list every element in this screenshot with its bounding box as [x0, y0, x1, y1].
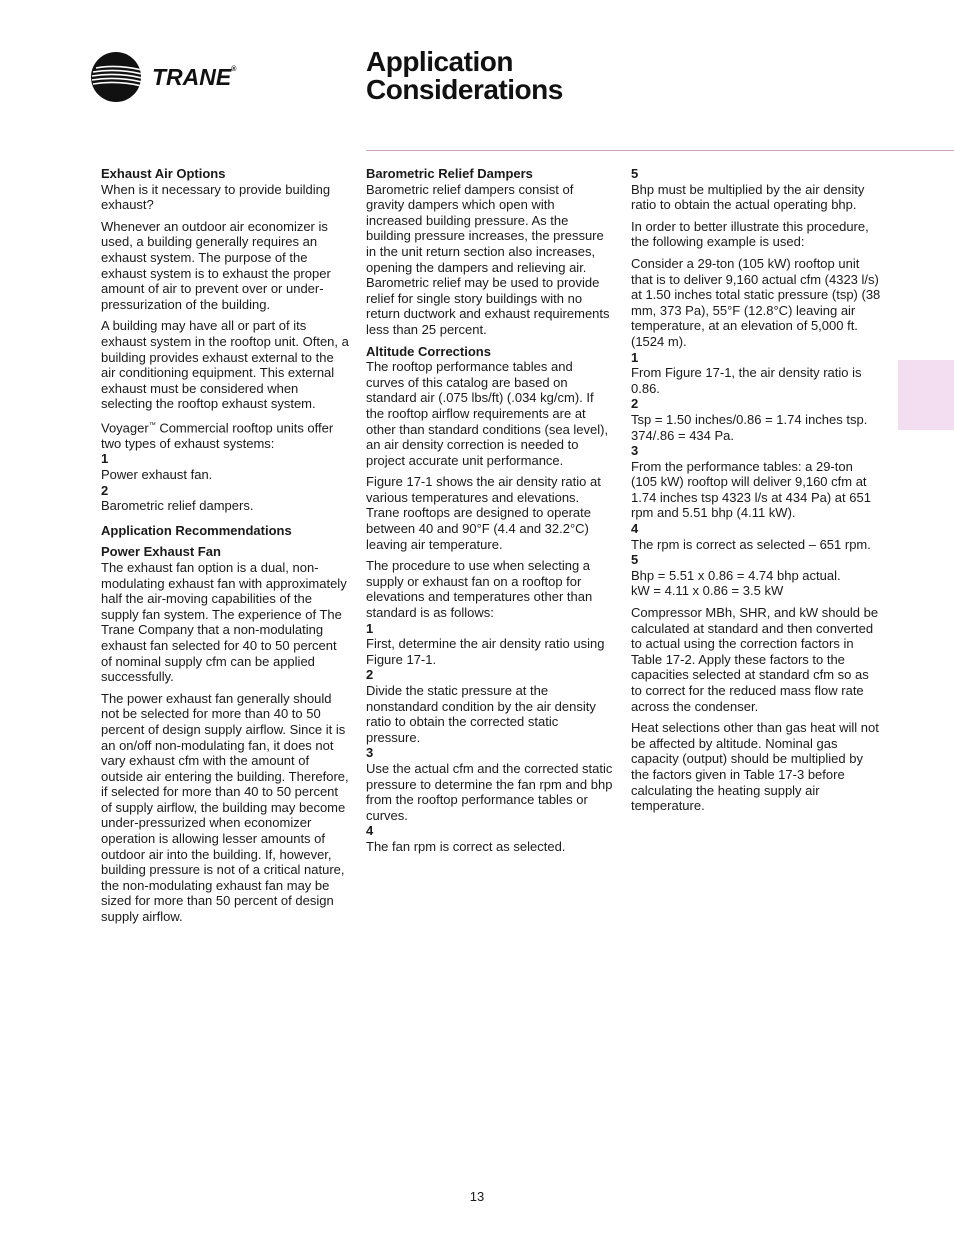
list-number: 1 [101, 451, 109, 467]
list-text: Power exhaust fan. [101, 467, 213, 483]
list-number: 2 [631, 396, 639, 412]
paragraph: The power exhaust fan generally should not be selected for more than 40 to 50 percent of design supply airflow. Since it is an on/off non-modulating fan, it does not vary exhaust cfm with the amount of outside air entering the building. Therefore, if selected for more than 40 to 50 percent of supply airflow, the building may become under-pressurized when economizer operation is allowing lesser amounts of outdoor air into the building. If, however, building pressure is not of a critical nature, the non-modulating exhaust fan may be sized for more than 50 percent of design supply airflow. [101, 690, 349, 925]
paragraph: Whenever an outdoor air economizer is used, a building generally requires an exhaust system. The purpose of the exhaust system is to exhaust the proper amount of air to prevent over or under-pressurization of the building. [101, 218, 331, 312]
list-number: 5 [631, 552, 639, 568]
title-line-1: Application [366, 46, 513, 77]
side-tab-marker [898, 360, 954, 430]
list-text: From the performance tables: a 29-ton (105 kW) rooftop will deliver 9,160 cfm at 1.74 inches tsp 4323 l/s at 434 Pa) at 651 rpm and 5.51 bhp (4.11 kW). [631, 458, 871, 521]
heading-application-recommendations: Application Recommendations [101, 522, 292, 538]
list-text: kW = 4.11 x 0.86 = 3.5 kW [631, 583, 784, 599]
list-number: 4 [631, 521, 639, 537]
trane-logo-circle-icon [90, 51, 142, 103]
paragraph: Heat selections other than gas heat will not be affected by altitude. Nominal gas capacity (output) should be multiplied by the factors given in Table 17-3 before calculating the heating supply air temperature. [631, 720, 879, 814]
paragraph-example: Consider a 29-ton (105 kW) rooftop unit that is to deliver 9,160 actual cfm (4323 l/s) at 1.50 inches total static pressure (tsp) (38 mm, 373 Pa), 55°F (12.8°C) leaving air temperature, at an elevation of 5,000 ft. (1524 m). [631, 255, 881, 349]
list-number: 1 [366, 620, 374, 636]
heading-exhaust-air-options: Exhaust Air Options [101, 166, 226, 181]
paragraph: When is it necessary to provide building exhaust? [101, 181, 331, 213]
list-number: 1 [631, 349, 639, 365]
header-rule [366, 150, 954, 151]
paragraph: A building may have all or part of its exhaust system in the rooftop unit. Often, a building provides exhaust external to the air conditioning equipment. This external exhaust must be considered when selecting the rooftop exhaust system. [101, 318, 349, 412]
trane-wordmark: TRANE® [152, 64, 237, 90]
heading-power-exhaust-fan: Power Exhaust Fan [101, 544, 221, 560]
column-1 [101, 166, 349, 931]
list-text: Bhp = 5.51 x 0.86 = 4.74 bhp actual. [631, 567, 841, 583]
list-number: 3 [366, 745, 374, 761]
list-text: Divide the static pressure at the nonstandard condition by the air density ratio to obtain the corrected static pressure. [366, 683, 596, 745]
list-text: The fan rpm is correct as selected. [366, 838, 566, 854]
list-text: From Figure 17-1, the air density ratio is 0.86. [631, 365, 862, 396]
heading-barometric-relief-dampers: Barometric Relief Dampers [366, 166, 533, 181]
paragraph: In order to better illustrate this procedure, the following example is used: [631, 218, 869, 250]
title-line-2: Considerations [366, 74, 563, 105]
list-number: 3 [631, 443, 639, 459]
list-number: 2 [366, 667, 374, 683]
list-text: Use the actual cfm and the corrected static pressure to determine the fan rpm and bhp from the rooftop performance tables or curves. [366, 760, 613, 823]
list-text: Bhp must be multiplied by the air density ratio to obtain the actual operating bhp. [631, 181, 865, 213]
page-number: 13 [469, 1189, 485, 1204]
paragraph: The procedure to use when selecting a supply or exhaust fan on a rooftop for elevations and temperatures other than standard is as follows: [366, 558, 593, 621]
list-text: First, determine the air density ratio using Figure 17-1. [366, 636, 605, 667]
paragraph: Figure 17-1 shows the air density ratio at various temperatures and elevations. Trane rooftops are designed to operate between 40 and 90°F (4.4 and 32.2°C) leaving air temperature. [366, 474, 601, 552]
paragraph-voyager: Voyager™ Commercial rooftop units offer two types of exhaust systems: [101, 420, 334, 451]
list-number: 5 [631, 166, 639, 181]
list-text: 374/.86 = 434 Pa. [631, 427, 735, 443]
column-3 [631, 166, 881, 820]
paragraph: Barometric relief dampers consist of gravity dampers which open with increased building pressure. As the building pressure increases, the pressure in the unit return section also increases, opening the dampers and relieving air. Barometric relief may be used to provide relief for single story buildings with no return ductwork and exhaust requirements less than 25 percent. [366, 181, 610, 337]
list-number: 2 [101, 482, 109, 498]
list-text: The rpm is correct as selected – 651 rpm. [631, 536, 871, 552]
paragraph: The rooftop performance tables and curves of this catalog are based on standard air (.075 lbs/ft) (.034 kg/cm). If the rooftop airflow requirements are at other than standard conditions (sea level), an air density correction is needed to project accurate unit performance. [366, 359, 609, 468]
heading-altitude-corrections: Altitude Corrections [366, 343, 491, 359]
list-text: Barometric relief dampers. [101, 498, 254, 514]
list-text: Tsp = 1.50 inches/0.86 = 1.74 inches tsp. [631, 411, 868, 427]
page-title [366, 48, 563, 104]
list-number: 4 [366, 823, 374, 839]
paragraph: Compressor MBh, SHR, and kW should be calculated at standard and then converted to actual using the correction factors in Table 17-2. Apply these factors to the capacities selected at standard cfm so as to correct for the reduced mass flow rate across the condenser. [631, 605, 879, 714]
paragraph: The exhaust fan option is a dual, non-modulating exhaust fan with approximately half the air-moving capabilities of the supply fan system. The experience of The Trane Company that a non-modulating exhaust fan selected for 40 to 50 percent of nominal supply cfm can be applied successfully. [101, 559, 347, 685]
column-2 [366, 166, 614, 855]
